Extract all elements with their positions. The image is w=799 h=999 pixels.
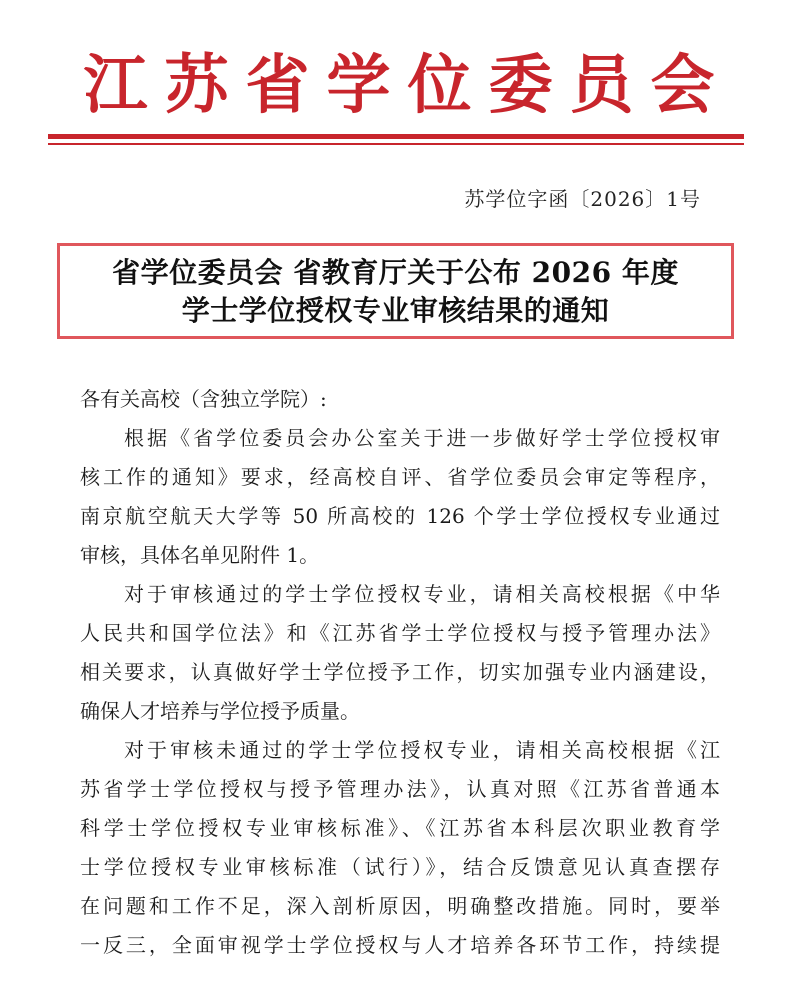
paragraph-line: 相关要求，认真做好学士学位授予工作，切实加强专业内涵建设， xyxy=(80,660,720,684)
salutation: 各有关高校（含独立学院）: xyxy=(80,387,327,411)
letterhead-rule-thin xyxy=(48,143,744,145)
paragraph-line: 一反三，全面审视学士学位授权与人才培养各环节工作，持续提 xyxy=(80,933,720,957)
paragraph-line: 在问题和工作不足，深入剖析原因，明确整改措施。同时，要举 xyxy=(80,894,720,918)
paragraph-3 xyxy=(80,731,720,965)
letterhead-rule-thick xyxy=(48,134,744,139)
document-title-line-1: 省学位委员会 省教育厅关于公布 2026 年度 xyxy=(112,256,679,289)
paragraph-2 xyxy=(80,575,720,731)
document-title-box xyxy=(57,243,734,339)
paragraph-line: 确保人才培养与学位授予质量。 xyxy=(80,699,360,723)
paragraph-line: 对于审核通过的学士学位授权专业，请相关高校根据《中华 xyxy=(124,582,720,606)
letterhead-title: 江苏省学位委员会 xyxy=(83,49,732,123)
paragraph-line: 对于审核未通过的学士学位授权专业，请相关高校根据《江 xyxy=(124,738,720,762)
document-title-line-2: 学士学位授权专业审核结果的通知 xyxy=(181,294,610,327)
document-body xyxy=(80,380,720,965)
paragraph-line: 苏省学士学位授权与授予管理办法》，认真对照《江苏省普通本 xyxy=(80,777,720,801)
paragraph-line: 南京航空航天大学等 50 所高校的 126 个学士学位授权专业通过 xyxy=(80,504,720,528)
paragraph-line: 根据《省学位委员会办公室关于进一步做好学士学位授权审 xyxy=(124,426,720,450)
paragraph-1 xyxy=(80,419,720,575)
paragraph-line: 审核，具体名单见附件 1。 xyxy=(80,543,320,567)
paragraph-line: 科学士学位授权专业审核标准》、《江苏省本科层次职业教育学 xyxy=(80,816,720,840)
paragraph-line: 核工作的通知》要求，经高校自评、省学位委员会审定等程序， xyxy=(80,465,720,489)
paragraph-line: 人民共和国学位法》和《江苏省学士学位授权与授予管理办法》 xyxy=(80,621,720,645)
document-number: 苏学位字函〔2026〕1号 xyxy=(464,187,701,211)
paragraph-line: 士学位授权专业审核标准（试行）》，结合反馈意见认真查摆存 xyxy=(80,855,720,879)
